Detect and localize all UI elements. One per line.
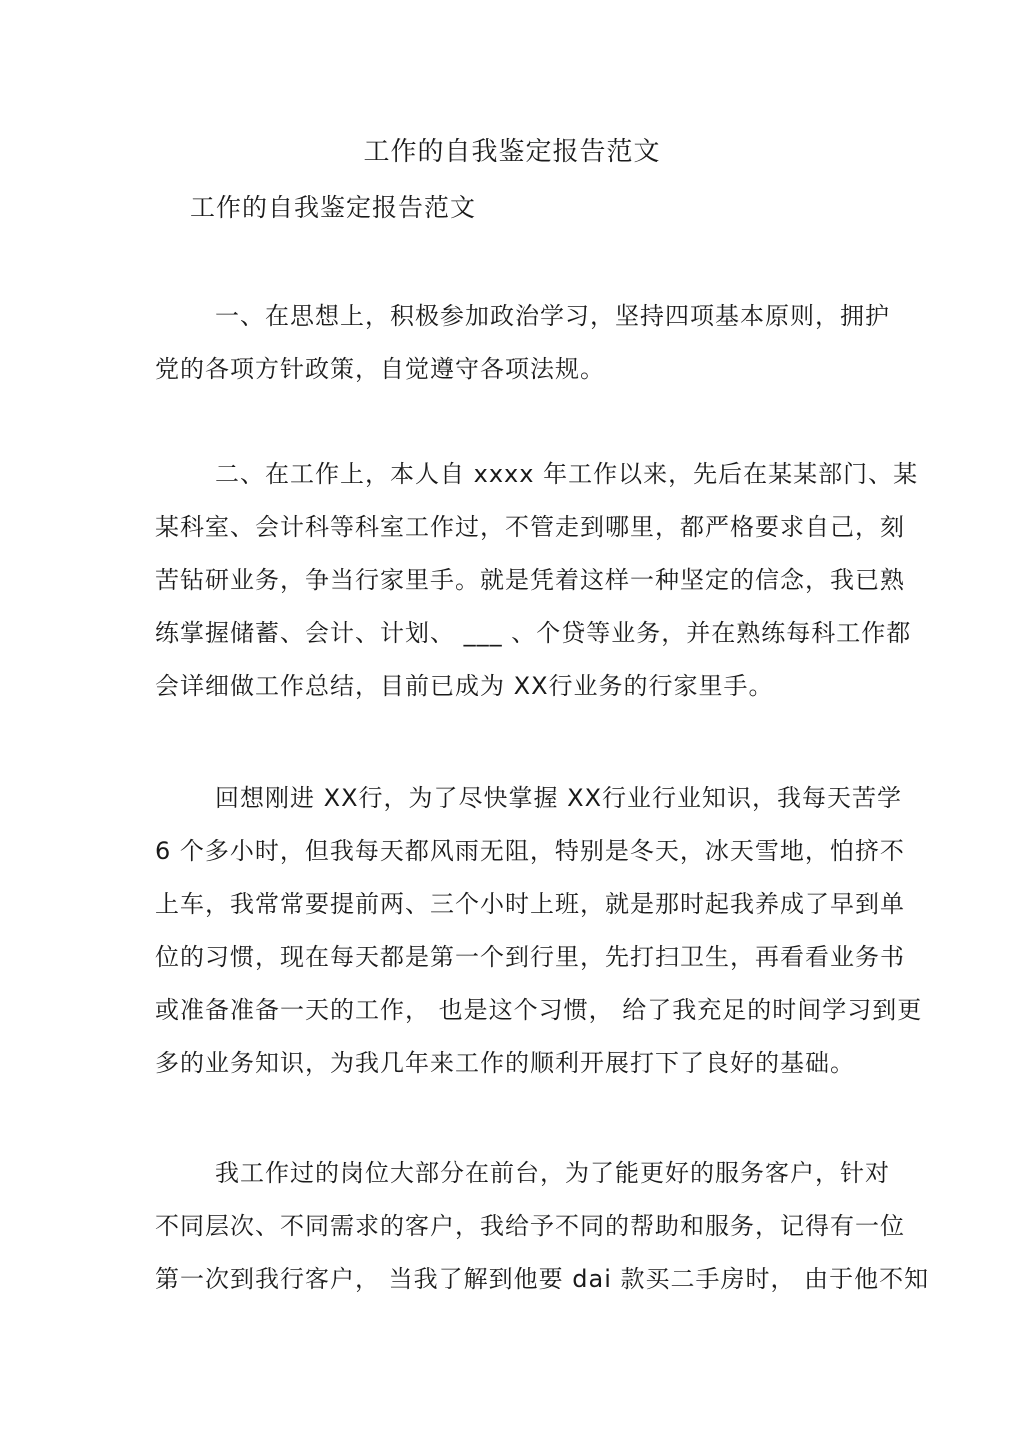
- paragraph-line: 上车，我常常要提前两、三个小时上班，就是那时起我养成了早到单: [155, 890, 905, 918]
- paragraph-line: 6 个多小时，但我每天都风雨无阻，特别是冬天，冰天雪地，怕挤不: [155, 837, 905, 865]
- paragraph-line: 二、在工作上，本人自 xxxx 年工作以来，先后在某某部门、某: [215, 460, 919, 488]
- paragraph-1: [155, 290, 890, 396]
- paragraph-3: [155, 772, 923, 1090]
- paragraph-line: 回想刚进 XX行，为了尽快掌握 XX行业行业知识，我每天苦学: [215, 784, 903, 812]
- paragraph-line: 第一次到我行客户， 当我了解到他要 dai 款买二手房时， 由于他不知: [155, 1265, 930, 1293]
- paragraph-line: 某科室、会计科等科室工作过，不管走到哪里，都严格要求自己，刻: [155, 513, 905, 541]
- paragraph-line: 多的业务知识，为我几年来工作的顺利开展打下了良好的基础。: [155, 1049, 855, 1077]
- document-title: 工作的自我鉴定报告范文: [363, 137, 661, 167]
- paragraph-line: 练掌握储蓄、会计、计划、 ___ 、个贷等业务，并在熟练每科工作都: [155, 619, 912, 647]
- paragraph-line: 我工作过的岗位大部分在前台，为了能更好的服务客户，针对: [215, 1159, 890, 1187]
- paragraph-line: 或准备准备一天的工作， 也是这个习惯， 给了我充足的时间学习到更: [155, 996, 923, 1024]
- paragraph-line: 苦钻研业务，争当行家里手。就是凭着这样一种坚定的信念，我已熟: [155, 566, 905, 594]
- paragraph-line: 会详细做工作总结，目前已成为 XX行业务的行家里手。: [155, 672, 774, 700]
- paragraph-line: 一、在思想上，积极参加政治学习，坚持四项基本原则，拥护: [215, 302, 890, 330]
- paragraph-4: [155, 1147, 930, 1306]
- paragraph-line: 不同层次、不同需求的客户，我给予不同的帮助和服务，记得有一位: [155, 1212, 905, 1240]
- paragraph-line: 位的习惯，现在每天都是第一个到行里，先打扫卫生，再看看业务书: [155, 943, 905, 971]
- paragraph-2: [155, 448, 919, 713]
- document-subtitle: 工作的自我鉴定报告范文: [190, 193, 477, 222]
- paragraph-line: 党的各项方针政策，自觉遵守各项法规。: [155, 355, 605, 383]
